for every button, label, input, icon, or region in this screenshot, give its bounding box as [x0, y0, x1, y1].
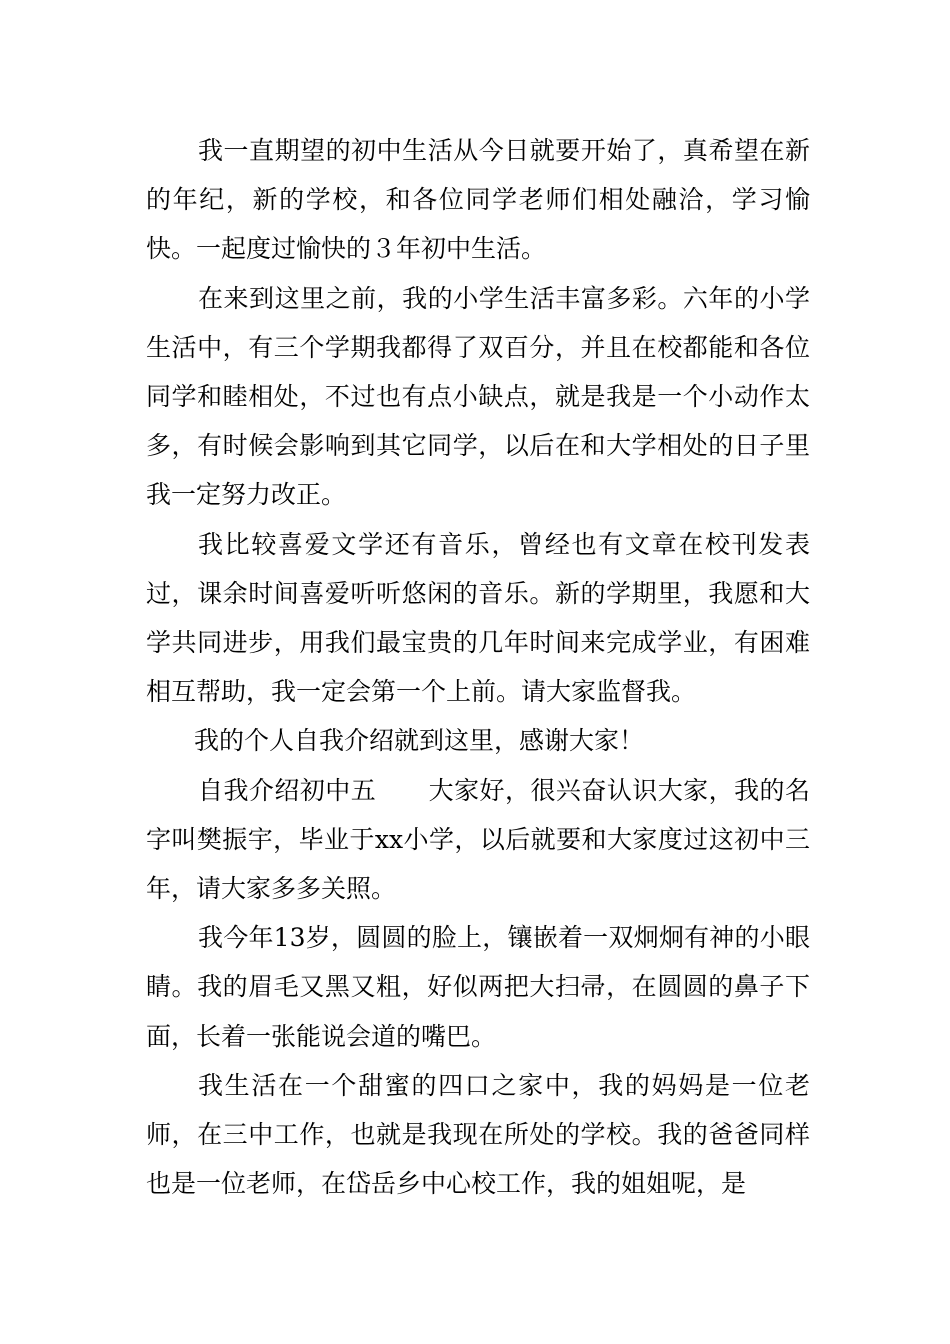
paragraph-closing: 我的个人自我介绍就到这里，感谢大家！	[194, 726, 645, 756]
paragraph-expectations: 我一直期望的初中生活从今日就要开始了，真希望在新的年纪，新的学校，和各位同学老师们相处融洽，学习愉快。一起度过愉快的３年初中生活。	[146, 136, 810, 264]
paragraph-appearance: 我今年13岁，圆圆的脸上，镶嵌着一双炯炯有神的小眼睛。我的眉毛又黑又粗，好似两把大扫帚，在圆圆的鼻子下面，长着一张能说会道的嘴巴。	[146, 923, 810, 1051]
section-intro-paragraph	[146, 766, 810, 914]
paragraph-family: 我生活在一个甜蜜的四口之家中，我的妈妈是一位老师，在三中工作，也就是我现在所处的学校。我的爸爸同样也是一位老师，在岱岳乡中心校工作，我的姐姐呢，是	[146, 1070, 810, 1199]
paragraph-hobbies: 我比较喜爱文学还有音乐，曾经也有文章在校刊发表过，课余时间喜爱听听悠闲的音乐。新的学期里，我愿和大学共同进步，用我们最宝贵的几年时间来完成学业，有困难相互帮助，我一定会第一个上前。请大家监督我。	[146, 529, 810, 707]
document-body	[146, 126, 810, 1208]
section-first-paragraph: 大家好，很兴奋认识大家，我的名字叫樊振宇，毕业于xx小学，以后就要和大家度过这初中三年，请大家多多关照。	[146, 775, 810, 904]
section-heading: 自我介绍初中五	[198, 775, 377, 805]
paragraph-primary-school: 在来到这里之前，我的小学生活丰富多彩。六年的小学生活中，有三个学期我都得了双百分，并且在校都能和各位同学和睦相处，不过也有点小缺点，就是我是一个小动作太多，有时候会影响到其它同学，以后在和大学相处的日子里我一定努力改正。	[146, 283, 810, 510]
